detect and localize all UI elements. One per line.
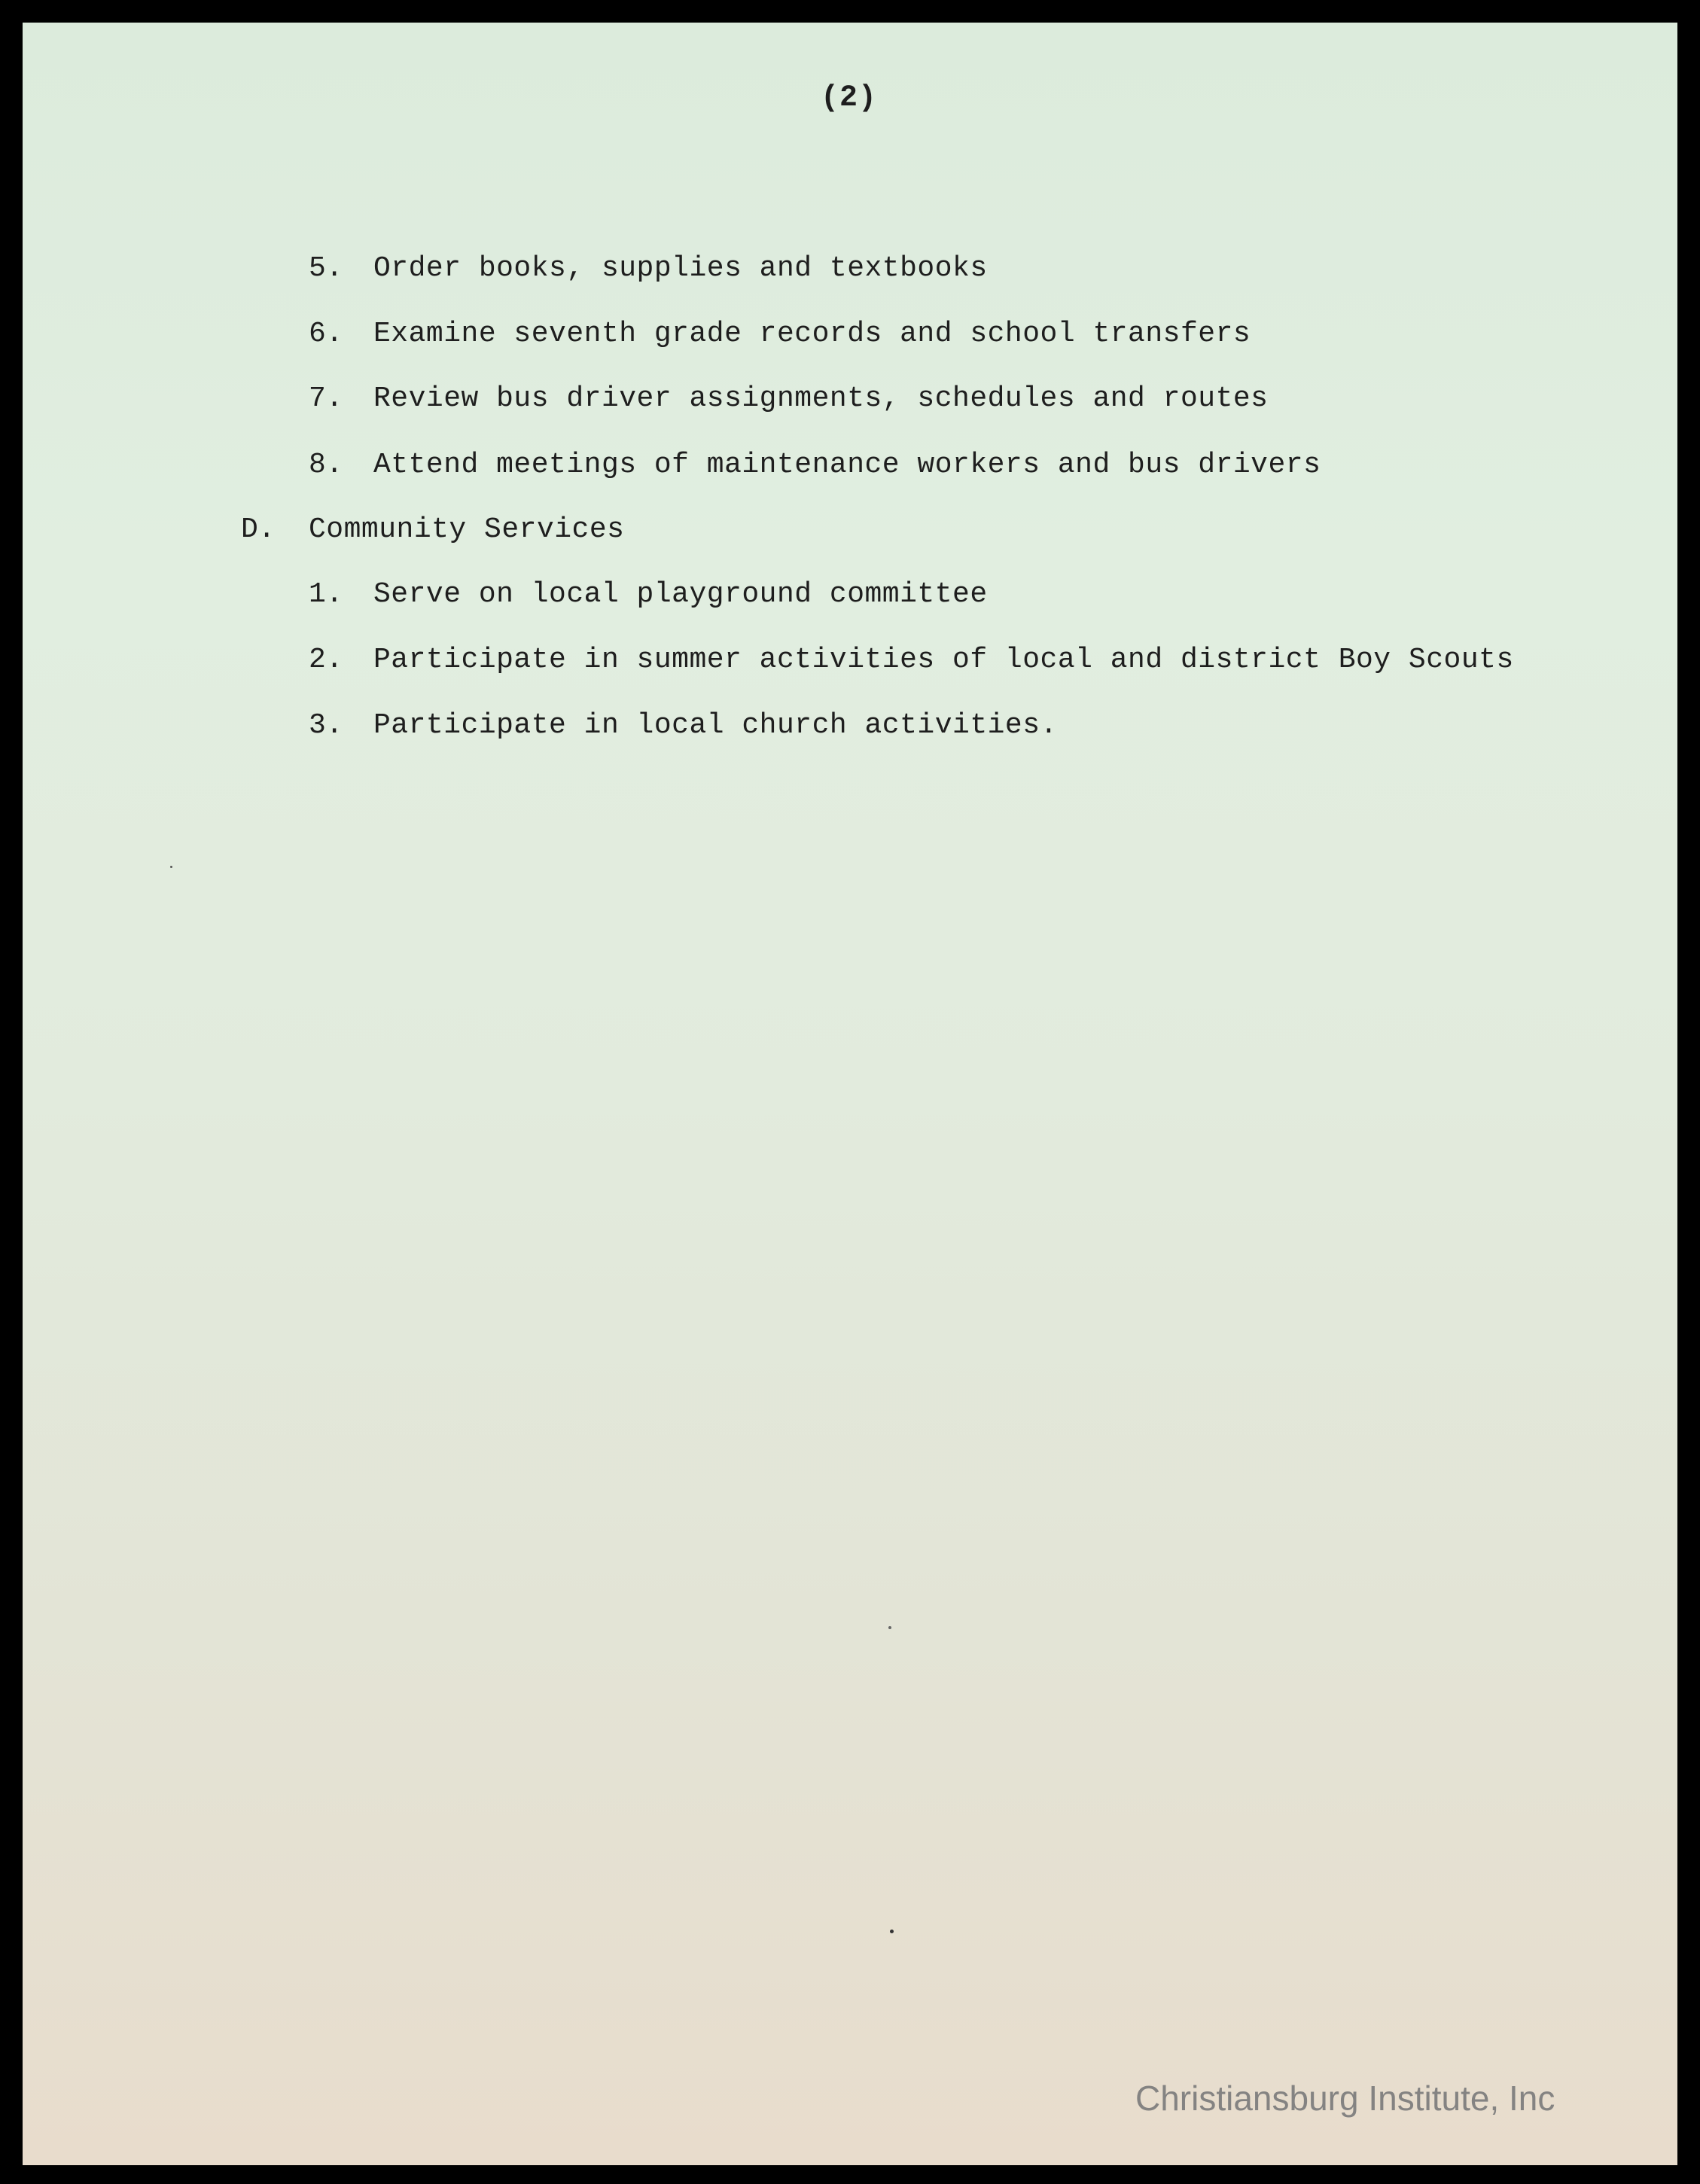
watermark: Christiansburg Institute, Inc <box>1135 2079 1555 2118</box>
item-text: Order books, supplies and textbooks <box>373 252 988 285</box>
paper-speck <box>890 1930 894 1933</box>
item-text: Attend meetings of maintenance workers and bus drivers <box>373 449 1321 481</box>
item-number: 2. <box>309 644 343 676</box>
item-number: 3. <box>309 709 343 742</box>
item-number: 6. <box>309 318 343 350</box>
document-page <box>23 23 1677 2165</box>
item-text: Review bus driver assignments, schedules and routes <box>373 382 1269 415</box>
item-text: Participate in local church activities. <box>373 709 1058 742</box>
item-number: 5. <box>309 252 343 285</box>
item-text: Serve on local playground committee <box>373 578 988 611</box>
section-letter: D. <box>241 513 276 546</box>
section-title: Community Services <box>309 513 625 546</box>
item-number: 8. <box>309 449 343 481</box>
paper-speck <box>888 1626 891 1629</box>
item-text: Examine seventh grade records and school transfers <box>373 318 1251 350</box>
paper-speck <box>170 866 172 868</box>
item-number: 7. <box>309 382 343 415</box>
item-number: 1. <box>309 578 343 611</box>
item-text: Participate in summer activities of local and district Boy Scouts <box>373 644 1514 676</box>
page-number: (2) <box>821 81 878 115</box>
